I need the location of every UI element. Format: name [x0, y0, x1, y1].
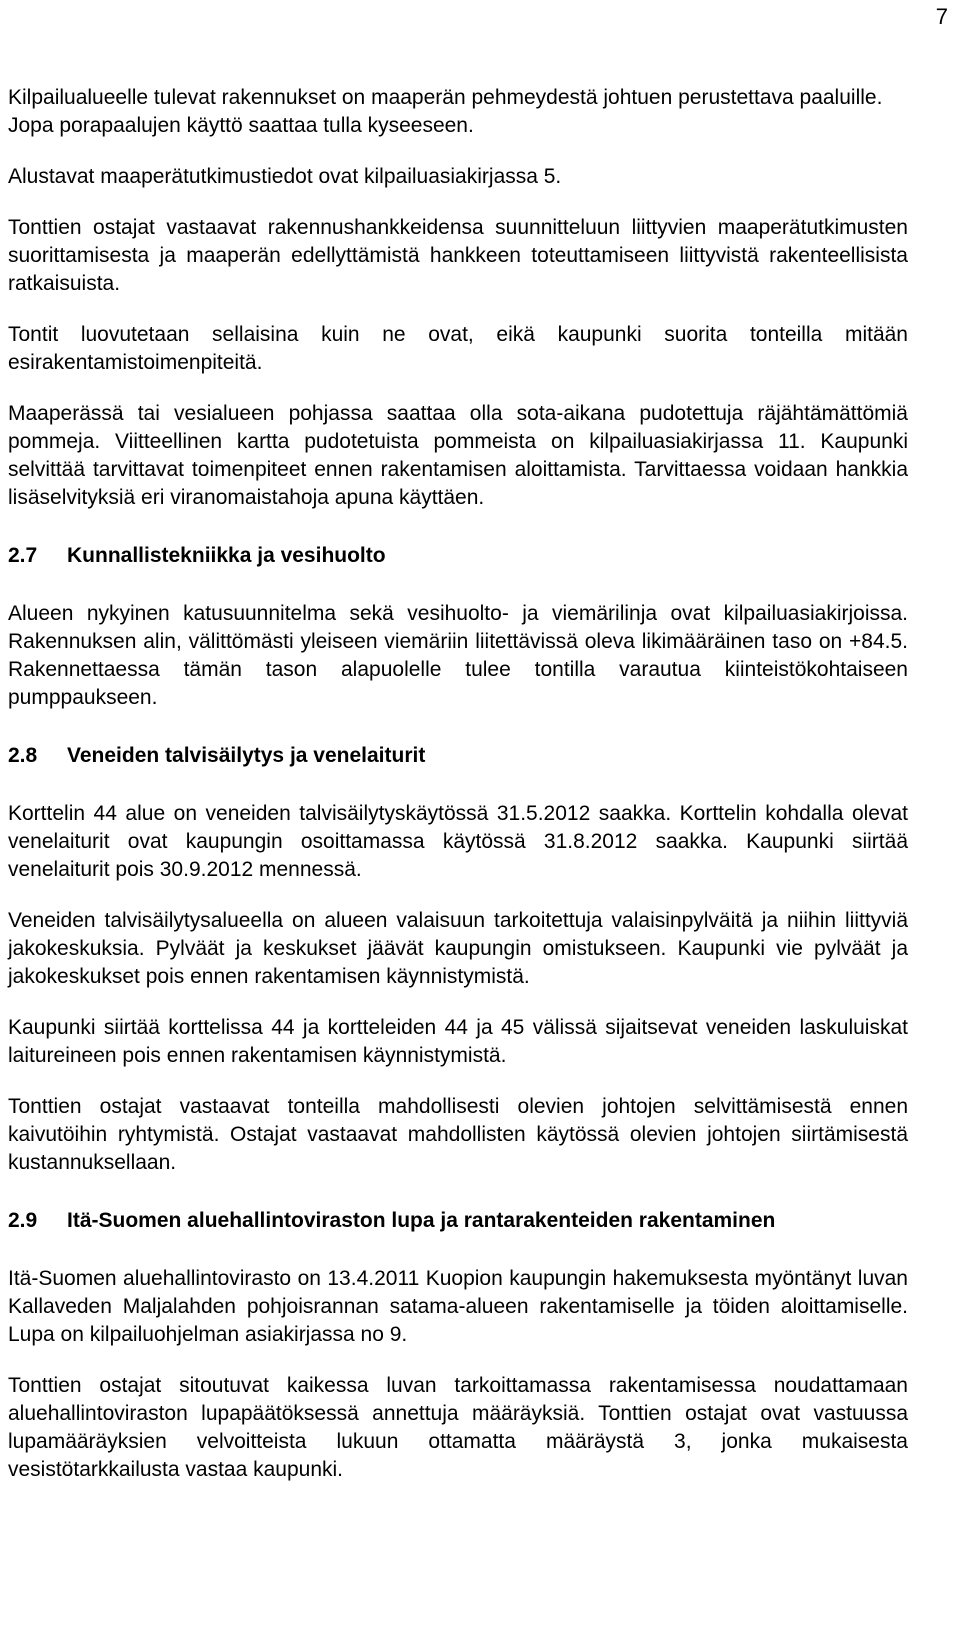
- section-number: 2.9: [8, 1209, 38, 1232]
- section-heading-2-7: [8, 542, 908, 570]
- section-number: 2.8: [8, 744, 38, 767]
- section-title: Itä-Suomen aluehallintoviraston lupa ja rantarakenteiden rakentaminen: [67, 1209, 776, 1232]
- section-heading-2-8: [8, 742, 908, 770]
- paragraph-lighting-poles: Veneiden talvisäilytysalueella on alueen valaisuun tarkoitettuja valaisinpylväitä ja niihin liittyviä jakokeskuksia. Pylväät ja keskukset jäävät kaupungin omistukseen. Kaupunki vie pylväät ja jakokeskukset pois ennen rakentamisen käynnistymistä.: [8, 909, 908, 988]
- paragraph-soil-survey: Alustavat maaperätutkimustiedot ovat kilpailuasiakirjassa 5.: [8, 165, 562, 188]
- section-title: Kunnallistekniikka ja vesihuolto: [67, 544, 386, 567]
- paragraph-boat-storage: Korttelin 44 alue on veneiden talvisäilytyskäytössä 31.5.2012 saakka. Korttelin kohdalla olevat venelaiturit ovat kaupungin osoittamassa käytössä 31.8.2012 saakka. Kaupunki siirtää venelaiturit pois 30.9.2012 mennessä.: [8, 802, 908, 881]
- paragraph-cables: Tonttien ostajat vastaavat tonteilla mahdollisesti olevien johtojen selvittämisestä ennen kaivutöihin ryhtymistä. Ostajat vastaavat mahdollisten käytössä olevien johtojen siirtämisestä kustannuksellaan.: [8, 1095, 908, 1174]
- paragraph-boat-ramps: Kaupunki siirtää korttelissa 44 ja kortteleiden 44 ja 45 välissä sijaitsevat veneiden laskuluiskat laitureineen pois ennen rakentamisen käynnistymistä.: [8, 1016, 908, 1067]
- page-number: 7: [935, 4, 948, 29]
- document-body: [8, 84, 908, 1507]
- paragraph-pile-foundations: Kilpailualueelle tulevat rakennukset on maaperän pehmeydestä johtuen perustettava paaluille. Jopa porapaalujen käyttö saattaa tulla kyseeseen.: [8, 86, 883, 137]
- section-heading-2-9: [8, 1207, 908, 1235]
- section-number: 2.7: [8, 544, 38, 567]
- paragraph-permit-obligations: Tonttien ostajat sitoutuvat kaikessa luvan tarkoittamassa rakentamisessa noudattamaan aluehallintoviraston lupapäätöksessä annettuja määräyksiä. Tonttien ostajat ovat vastuussa lupamääräyksien velvoitteista lukuun ottamatta määräystä 3, jonka mukaisesta vesistötarkkailusta vastaa kaupunki.: [8, 1374, 908, 1481]
- paragraph-permit: Itä-Suomen aluehallintovirasto on 13.4.2011 Kuopion kaupungin hakemuksesta myöntänyt luvan Kallaveden Maljalahden pohjoisrannan satama-alueen rakentamiselle ja töiden aloittamiselle. Lupa on kilpailuohjelman asiakirjassa no 9.: [8, 1267, 908, 1346]
- paragraph-as-is: Tontit luovutetaan sellaisina kuin ne ovat, eikä kaupunki suorita tonteilla mitään esirakentamistoimenpiteitä.: [8, 323, 908, 374]
- paragraph-municipal-engineering: Alueen nykyinen katusuunnitelma sekä vesihuolto- ja viemärilinja ovat kilpailuasiakirjoissa. Rakennuksen alin, välittömästi yleiseen viemäriin liitettävissä oleva likimääräinen taso on +84.5. Rakennettaessa tämän tason alapuolelle tulee tontilla varautua kiinteistökohtaiseen pumppaukseen.: [8, 602, 908, 709]
- paragraph-unexploded-bombs: Maaperässä tai vesialueen pohjassa saattaa olla sota-aikana pudotettuja räjähtämättömiä pommeja. Viitteellinen kartta pudotetuista pommeista on kilpailuasiakirjassa 11. Kaupunki selvittää tarvittavat toimenpiteet ennen rakentamisen aloittamista. Tarvittaessa voidaan hankkia lisäselvityksiä eri viranomaistahoja apuna käyttäen.: [8, 402, 908, 509]
- section-title: Veneiden talvisäilytys ja venelaiturit: [67, 744, 426, 767]
- paragraph-buyer-responsibility: Tonttien ostajat vastaavat rakennushankkeidensa suunnitteluun liittyvien maaperätutkimusten suorittamisesta ja maaperän edellyttämistä hankkeen toteuttamiseen liittyvistä rakenteellisista ratkaisuista.: [8, 216, 908, 295]
